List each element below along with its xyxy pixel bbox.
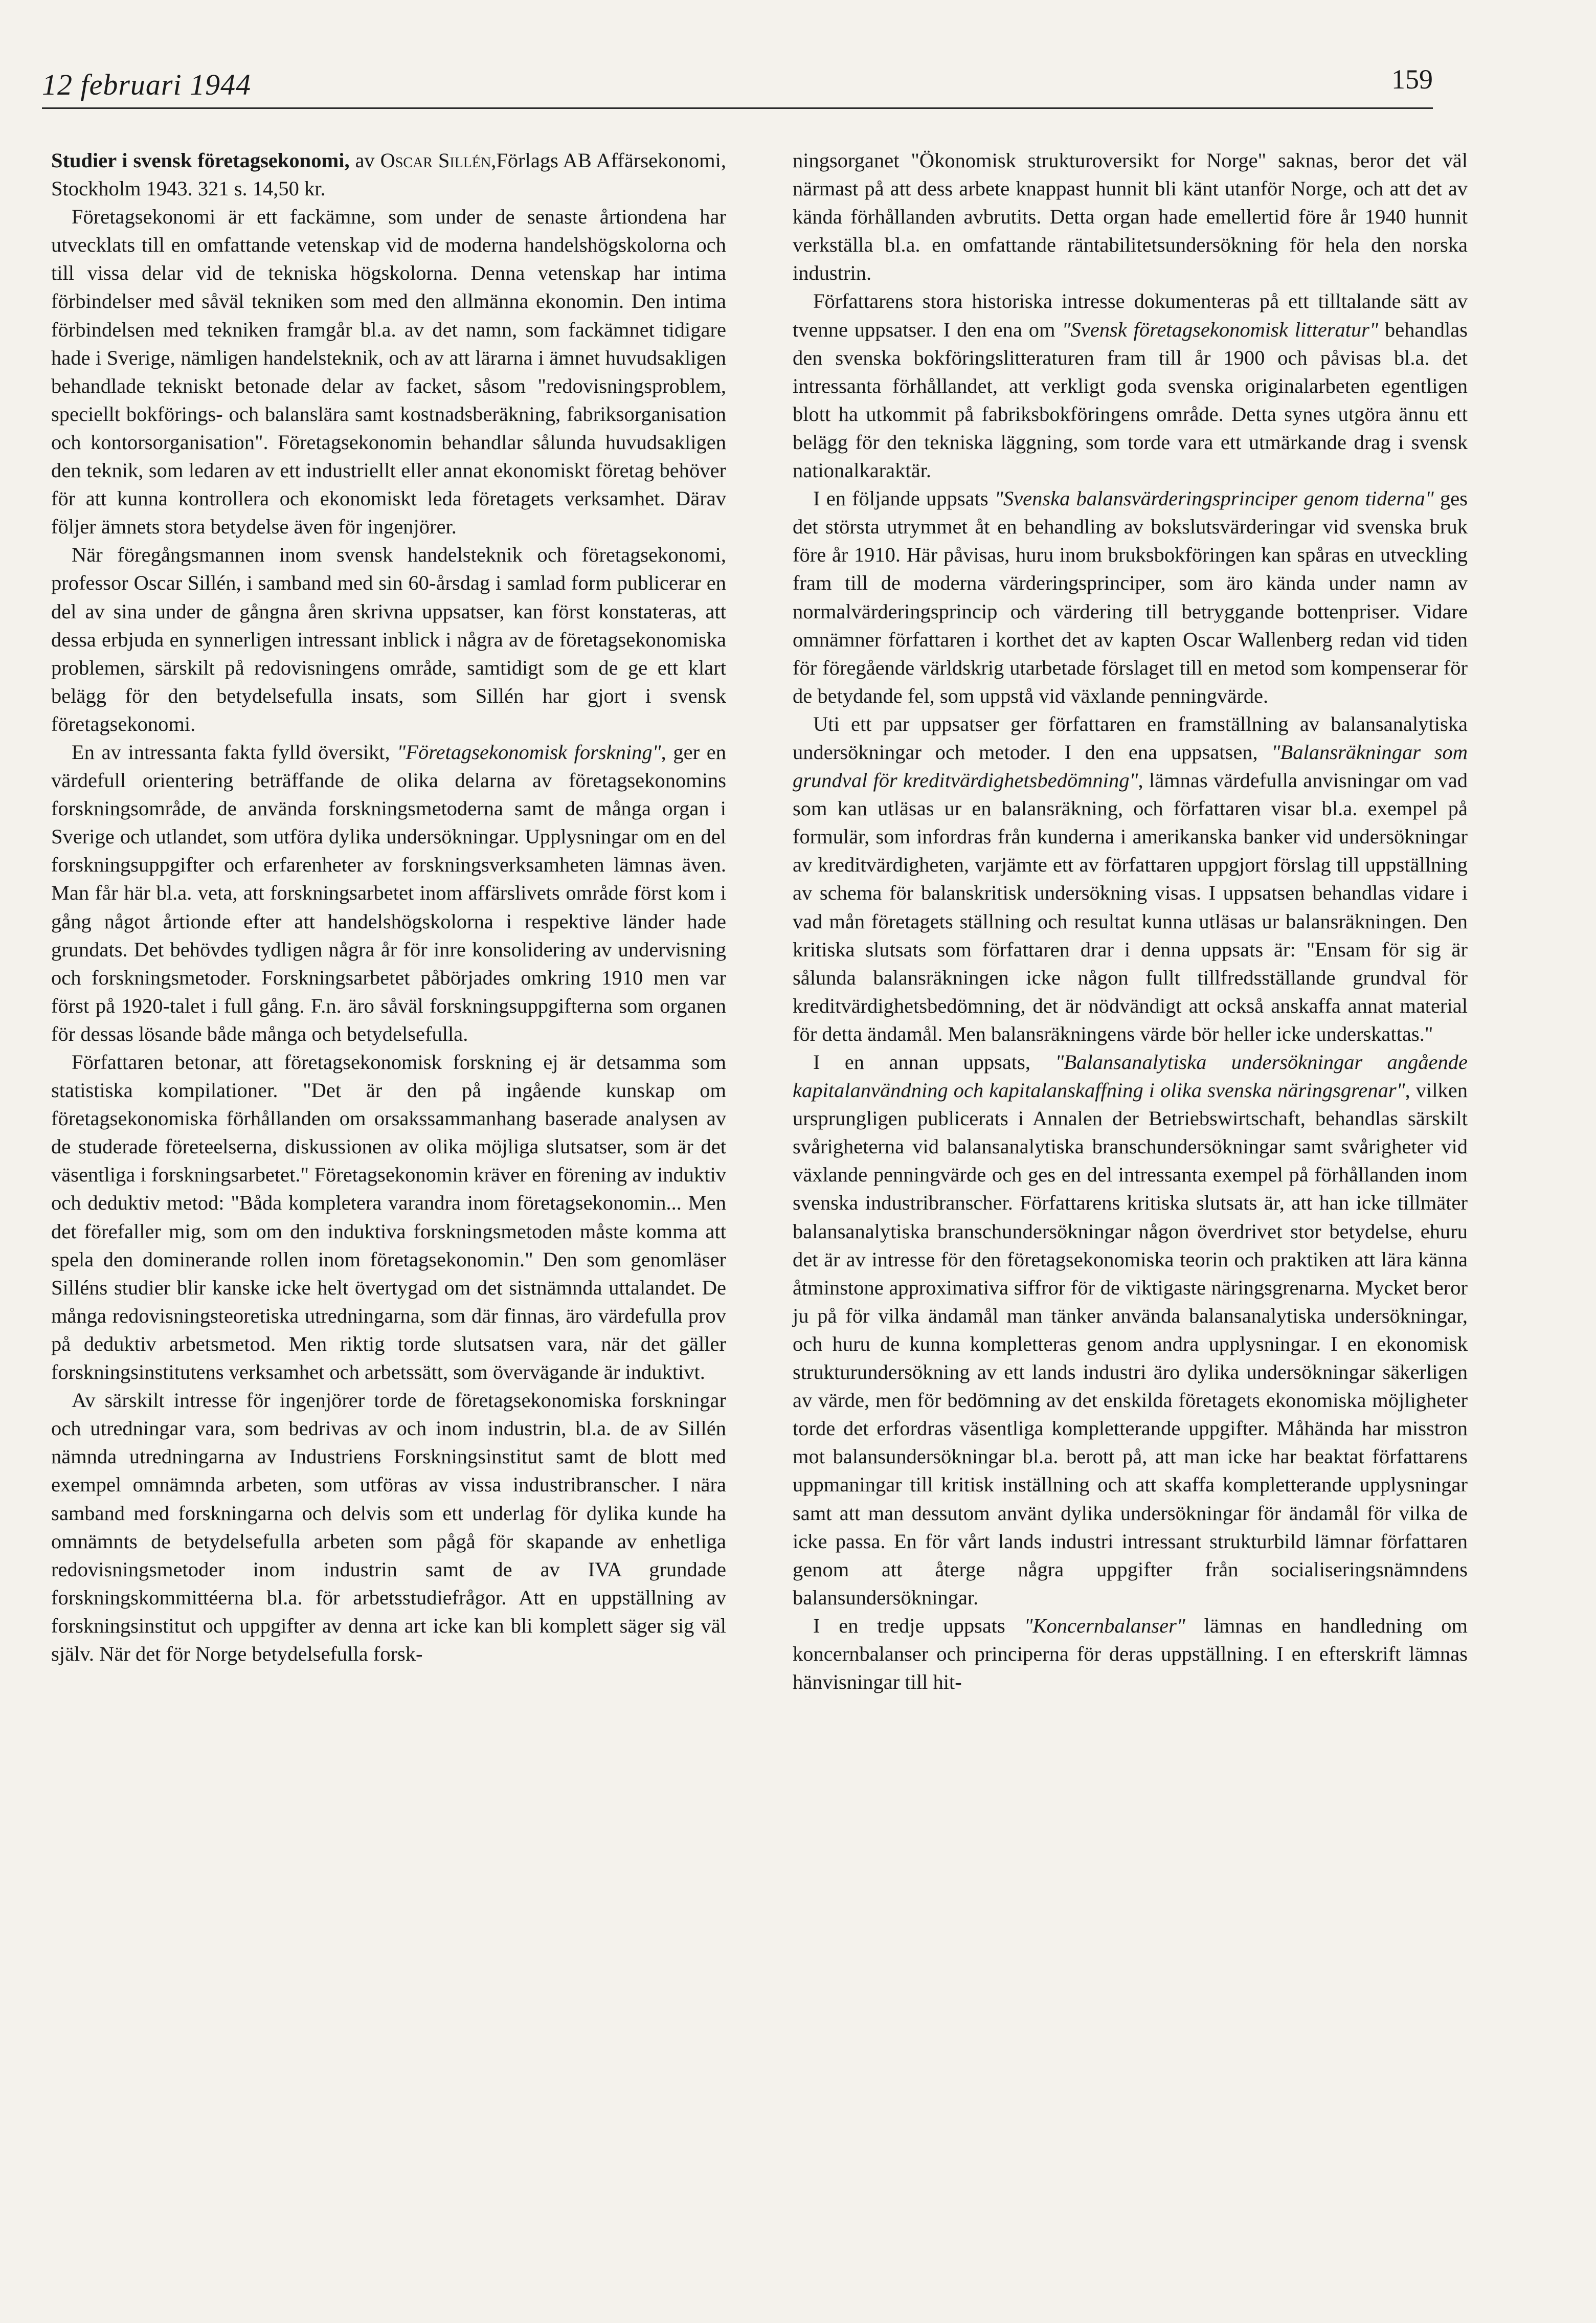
book-author: Oscar Sillén, <box>380 149 497 172</box>
paragraph: Författaren betonar, att företagsekonomisk forskning ej är detsamma som statistiska kompilationer. "Det är den på ingående kunskap om företagsekonomiska förhållanden om orsakssammanhang baserade analysen av de studerade företeelserna, diskussionen av olika möjliga slutsatser, som är det väsentliga i forskningsarbetet." Företagsekonomin kräver en förening av induktiv och deduktiv metod: "Båda kompletera varandra inom företagsekonomin... Men det förefaller mig, som om den induktiva forskningsmetoden måste komma att spela den dominerande rollen inom företagsekonomin." Den som genomläser Silléns studier blir kanske icke helt övertygad om det sistnämnda uttalandet. De många redovisningsteoretiska utredningarna, som där finnas, äro värdefulla prov på deduktiv arbetsmetod. Men riktig torde slutsatsen vara, när det gäller forskningsinstitutens verksamhet och arbetssätt, som övervägande är induktivt. <box>51 1051 726 1384</box>
review-by: av <box>349 149 380 172</box>
paragraph: En av intressanta fakta fylld översikt, "Företagsekonomisk forskning", ger en värdefull orientering beträffande de olika delarna av företagsekonomins forskningsområde, de använda forskningsmetoderna samt de många organ i Sverige och utlandet, som utföra dylika undersökningar. Upplysningar om en del forskningsuppgifter och erfarenheter av forskningsverksamheten lämnas även. Man får här bl.a. veta, att forskningsarbetet inom affärslivets område först kom i gång något årtionde efter att handelshögskolorna i respektive länder hade grundats. Det behövdes tydligen några år för inre konsolidering av undervisning och forskningsmetoder. Forskningsarbetet påbörjades omkring 1910 men var först på 1920-talet i full gång. F.n. äro såväl forskningsuppgifterna som organen för dessas lösande både många och betydelsefulla. <box>51 740 726 1045</box>
book-publication: Förlags AB Affärsekonomi, Stockholm 1943. 321 s. 14,50 kr. <box>51 149 726 200</box>
right-column <box>793 146 1468 1696</box>
header-rule <box>42 107 1433 109</box>
paragraph: Uti ett par uppsatser ger författaren en framställning av balansanalytiska undersökningar och metoder. I den ena uppsatsen, "Balansräkningar som grundval för kreditvärdighetsbedömning", lämnas värdefulla anvisningar om vad som kan utläsas ur en balansräkning, och författaren visar bl.a. exempel på formulär, som infordras från kunderna i amerikanska banker vid undersökningar av kreditvärdigheten, varjämte ett av författaren uppgjort förslag till uppställning av schema för balanskritisk undersökning visas. I uppsatsen behandlas vidare i vad mån företagets ställning och resultat kunna utläsas ur balansräkningen. Den kritiska slutsats som författaren drar i denna uppsats är: "Ensam för sig är sålunda balansräkningen icke någon fullt tillfredsställande grundval för kreditvärdighetsbedömning, det är nödvändigt att också anskaffa annat material för detta ändamål. Men balansräkningens värde bör heller icke underskattas." <box>793 712 1468 1045</box>
paragraph: Författarens stora historiska intresse dokumenteras på ett tilltalande sätt av tvenne uppsatser. I den ena om "Svensk företagsekonomisk litteratur" behandlas den svenska bokföringslitteraturen fram till år 1900 och påvisas bl.a. det intressanta förhållandet, att verkligt goda svenska originalarbeten egentligen blott ha utkommit på fabriksbokföringens område. Detta synes utgöra ännu ett belägg för den tekniska läggning, som torde vara ett utmärkande drag i svensk nationalkaraktär. <box>793 289 1468 482</box>
paragraph: I en följande uppsats "Svenska balansvärderingsprinciper genom tiderna" ges det största utrymmet åt en behandling av bokslutsvärderingar vid svenska bruk före år 1910. Här påvisas, huru inom bruksbokföringen kan spåras en utveckling fram till de moderna värderingsprinciper, som äro kända under namn av normalvärderingsprincip och värdering till betryggande bottenpriser. Vidare omnämner författaren i korthet det av kapten Oscar Wallenberg redan vid tiden för föregående världskrig utarbetade förslaget till en metod som kompenserar för de betydande fel, som uppstå vid växlande penningvärde. <box>793 487 1468 707</box>
left-column <box>51 146 726 1668</box>
paragraph: I en annan uppsats, "Balansanalytiska undersökningar angående kapitalanvändning och kapitalanskaffning i olika svenska näringsgrenar", vilken ursprungligen publicerats i Annalen der Betriebswirtschaft, behandlas särskilt svårigheterna vid balansanalytiska branschundersökningar samt svårigheter vid växlande penningvärde och ges en del intressanta exempel på förhållanden inom svenska industribranscher. Författarens kritiska slutsats är, att han icke tillmäter balansanalytiska branschundersökningar någon överdrivet stor betydelse, ehuru det är av intresse för den företagsekonomiska teorin och praktiken att lära känna åtminstone approximativa siffror för de viktigaste näringsgrenarna. Mycket beror ju på för vilka ändamål man tänker använda balansanalytiska undersökningar, och huru de kunna kompletteras genom andra upplysningar. I en ekonomisk strukturundersökning av ett lands industri äro dylika undersökningar säkerligen av värde, men för bedömning av det enskilda företagets ekonomiska möjligheter torde det erfordras väsentliga kompletterande uppgifter. Måhända har misstron mot balansundersökningar bl.a. berott på, att man icke har beaktat författarens uppmaningar till kritisk inställning och att skaffa kompletterande upplysningar samt att man dessutom använt dylika undersökningar för ändamål för vilka de icke passa. En för vårt lands industri intressant strukturbild lämnar författaren genom att återge några uppgifter från socialiseringsnämndens balansundersökningar. <box>793 1051 1468 1609</box>
review-heading <box>51 146 726 203</box>
book-title: Studier i svensk företagsekonomi, <box>51 149 350 172</box>
paragraph: Företagsekonomi är ett fackämne, som under de senaste årtiondena har utvecklats till en omfattande vetenskap vid de moderna handelshögskolorna och till vissa delar vid de tekniska högskolorna. Denna vetenskap har intima förbindelser med såväl tekniken som med den allmänna ekonomin. Den intima förbindelsen med tekniken framgår bl.a. av det namn, som fackämnet tidigare hade i Sverige, nämligen handelsteknik, och av att lärarna i ämnet huvudsakligen behandlade tekniskt betonade delar av facket, såsom "redovisningsproblem, speciellt bokförings- och balanslära samt kostnadsberäkning, fabriksorganisation och kontorsorganisation". Företagsekonomin behandlar sålunda huvudsakligen den teknik, som ledaren av ett industriellt eller annat ekonomiskt företag behöver för att kunna kontrollera och ekonomiskt leda företagets verksamhet. Därav följer ämnets stora betydelse även för ingenjörer. <box>51 205 726 539</box>
paragraph: ningsorganet "Ökonomisk strukturoversikt for Norge" saknas, beror det väl närmast på att dess arbete knappast hunnit bli känt utanför Norge, och att det av kända förhållanden avbrutits. Detta organ hade emellertid före år 1940 hunnit verkställa bl.a. en omfattande räntabilitetsundersökning för hela den norska industrin. <box>793 149 1468 285</box>
paragraph: I en tredje uppsats "Koncernbalanser" lämnas en handledning om koncernbalanser och principerna för deras uppställning. I en efterskrift lämnas hänvisningar till hit- <box>793 1614 1468 1694</box>
page-number: 159 <box>1391 64 1433 95</box>
paragraph: Av särskilt intresse för ingenjörer torde de företagsekonomiska forskningar och utredningar vara, som bedrivas av och inom industrin, bl.a. de av Sillén nämnda utredningarna av Industriens Forskningsinstitut samt de blott med exempel omnämnda arbeten, som utföras av vissa industribranscher. I nära samband med forskningarna och delvis som ett underlag för dylika kunde ha omnämnts de betydelsefulla arbeten som pågå för skapande av enhetliga redovisningsmetoder inom industrin samt de av IVA grundade forskningskommittéerna bl.a. för arbetsstudiefrågor. Att en uppställning av forskningsinstitut och uppgifter av denna art icke kan bli komplett säger sig väl själv. När det för Norge betydelsefulla forsk- <box>51 1389 726 1665</box>
paragraph: När föregångsmannen inom svensk handelsteknik och företagsekonomi, professor Oscar Sillén, i samband med sin 60-årsdag i samlad form publicerar en del av sina under de gångna åren skrivna uppsatser, kan först konstateras, att dessa erbjuda en synnerligen intressant inblick i några av de företagsekonomiska problemen, särskilt på redovisningens område, samtidigt som de ge ett klart belägg för den betydelsefulla insats, som Sillén har gjort i svensk företagsekonomi. <box>51 543 726 735</box>
issue-date: 12 februari 1944 <box>42 68 252 101</box>
